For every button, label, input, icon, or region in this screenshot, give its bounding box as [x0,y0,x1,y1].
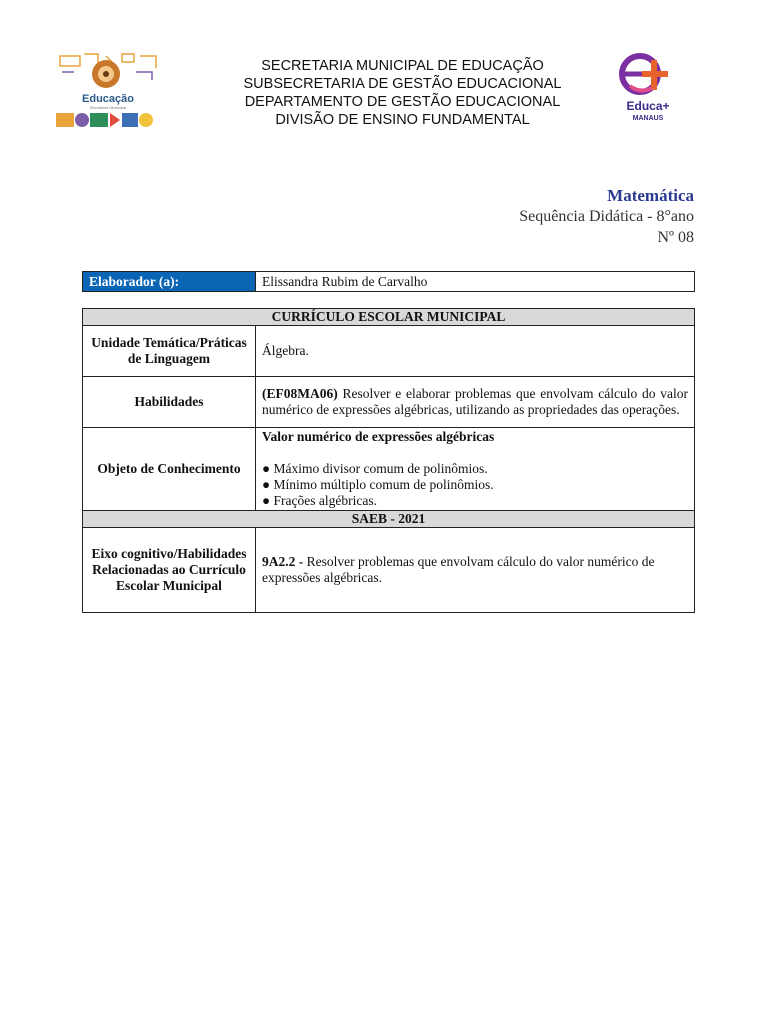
saeb-cell [256,528,695,613]
saeb-heading-row [83,511,695,528]
author-table [82,271,695,292]
list-item: ● Máximo divisor comum de polinômios. [262,461,488,476]
skills-cell [256,377,695,428]
educa-mais-logo [610,52,686,128]
sequence-number: Nº 08 [657,229,694,246]
header-line: SECRETARIA MUNICIPAL DE EDUCAÇÃO [261,58,544,74]
header-line: SUBSECRETARIA DE GESTÃO EDUCACIONAL [243,76,562,92]
curriculum-heading-row [83,309,695,326]
author-name: Elissandra Rubim de Carvalho [256,272,695,292]
saeb-code: 9A2.2 - [262,554,304,569]
author-label: Elaborador (a): [83,272,256,292]
curriculum-table [82,308,695,613]
skills-label: Habilidades [83,377,256,428]
skills-text: Resolver e elaborar problemas que envolvam cálculo do valor numérico de expressões algébricas, utilizando as propriedades das operações. [262,386,688,417]
saeb-axis-label: Eixo cognitivo/Habilidades Relacionadas ao Currículo Escolar Municipal [83,528,256,613]
author-row [83,272,695,292]
object-row [83,428,695,511]
skills-row [83,377,695,428]
svg-text:Educação: Educação [82,93,134,105]
svg-text:MANAUS: MANAUS [632,115,664,122]
list-item: ● Frações algébricas. [262,493,377,508]
object-cell [256,428,695,511]
svg-text:Educa+: Educa+ [626,99,670,113]
object-title: Valor numérico de expressões algébricas [262,429,495,444]
list-item: ● Mínimo múltiplo comum de polinômios. [262,477,494,492]
svg-text:Secretaria Municipal: Secretaria Municipal [89,105,127,110]
header-line: DEPARTAMENTO DE GESTÃO EDUCACIONAL [244,94,561,110]
saeb-text: Resolver problemas que envolvam cálculo do valor numérico de expressões algébricas. [262,554,655,585]
object-label: Objeto de Conhecimento [83,428,256,511]
subject-block [519,185,694,248]
educacao-logo [56,52,160,130]
institution-header [205,57,600,129]
subject-title: Matemática [607,186,694,205]
saeb-heading: SAEB - 2021 [83,511,695,528]
sequence-label: Sequência Didática - 8°ano [519,208,694,225]
saeb-row [83,528,695,613]
header-line: DIVISÃO DE ENSINO FUNDAMENTAL [275,112,530,128]
unit-value: Álgebra. [256,326,695,377]
unit-row [83,326,695,377]
unit-label: Unidade Temática/Práticas de Linguagem [83,326,256,377]
skills-code: (EF08MA06) [262,386,338,401]
curriculum-heading: CURRÍCULO ESCOLAR MUNICIPAL [83,309,695,326]
